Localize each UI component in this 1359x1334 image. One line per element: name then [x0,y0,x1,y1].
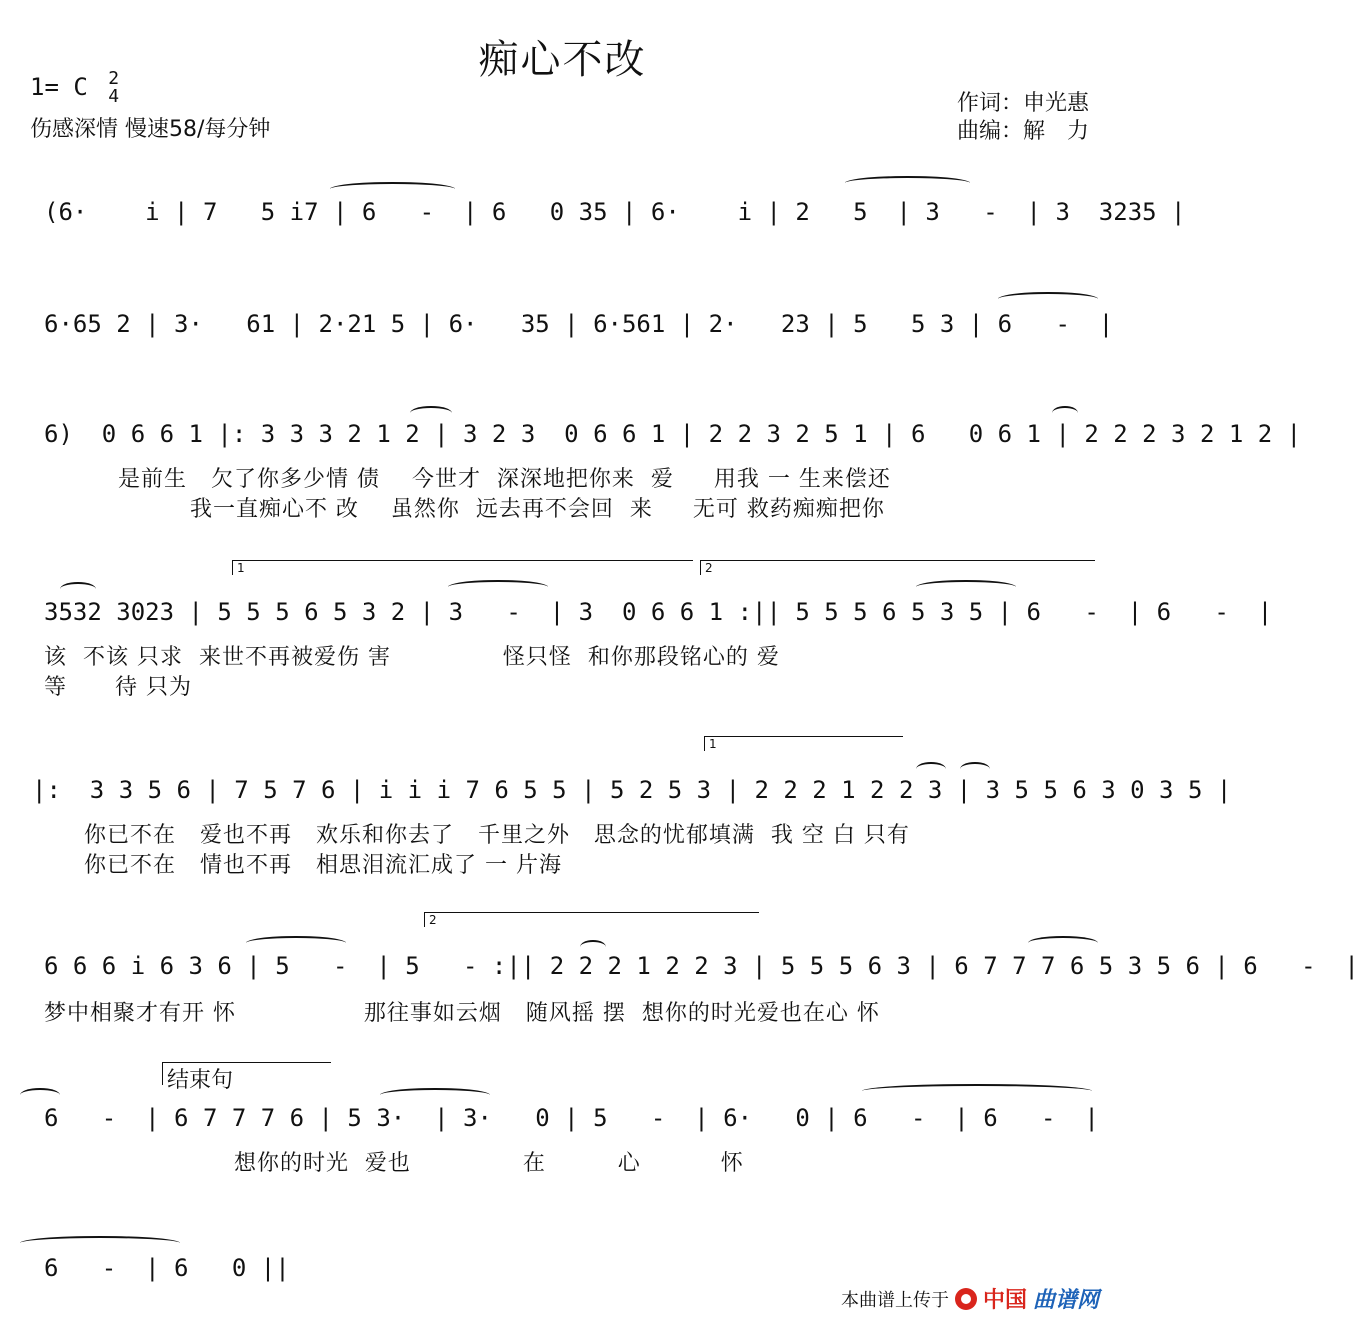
volta-2: 2 [700,560,1095,575]
notation-row-2: 6·65 2 | 3· 61 | 2·21 5 | 6· 35 | 6·561 | 2· 23 | 5 5 3 | 6 - | [44,310,1114,338]
lyric-line-2: 等 待 只为 [44,675,192,700]
upload-text: 本曲谱上传于 [840,1289,949,1311]
notation-row-1: (6· i | 7 5 i7 | 6 - | 6 0 35 | 6· i | 2 5 | 3 - | 3 3235 | [44,198,1186,226]
page-title: 痴心不改 [478,37,647,83]
site-logo-icon [955,1288,977,1310]
notation-row-5: |: 3 3 5 6 | 7 5 7 6 | i i i 7 6 5 5 | 5 2 5 3 | 2 2 2 1 2 2 3 | 3 5 5 6 3 0 3 5 | [32,776,1232,804]
tie-mark [580,940,606,954]
tie-mark [246,936,346,950]
tie-mark [60,582,96,596]
logo-text-site: 曲谱网 [1032,1288,1099,1313]
volta-1: 1 [704,736,903,751]
tie-mark [448,580,548,594]
notation-row-7: 6 - | 6 7 7 7 6 | 5 3· | 3· 0 | 5 - | 6· 0 | 6 - | 6 - | [44,1104,1099,1132]
lyricist-credit: 作词：申光惠 [956,91,1089,116]
tie-mark [380,1088,490,1102]
footer-watermark [841,1283,1099,1314]
logo-text-cn: 中国 [982,1287,1027,1313]
volta-2: 2 [424,912,759,927]
key-signature [30,70,119,106]
tie-mark [845,176,970,190]
lyric-line-1: 是前生 欠了你多少情 债 今世才 深深地把你来 爱 用我 一 生来偿还 [118,467,891,492]
tie-mark [916,762,946,776]
tie-mark [916,580,1016,594]
notation-row-4: 3532 3023 | 5 5 5 6 5 3 2 | 3 - | 3 0 6 6 1 :|| 5 5 5 6 5 3 5 | 6 - | 6 - | [44,598,1273,626]
volta-1: 1 [232,560,693,575]
notation-row-6: 6 6 6 i 6 3 6 | 5 - | 5 - :|| 2 2 2 1 2 2 3 | 5 5 5 6 3 | 6 7 7 7 6 5 3 5 6 | 6 - | [44,952,1359,980]
tie-mark [998,292,1098,306]
key-label: 1= C [30,73,88,101]
composer-credit: 曲编：解 力 [956,119,1089,144]
time-denominator: 4 [108,86,120,107]
tie-mark [20,1088,60,1102]
lyric-line-1: 你已不在 爱也不再 欢乐和你去了 千里之外 思念的忧郁填满 我 空 白 只有 [84,823,910,848]
time-numerator: 2 [108,68,120,89]
volta-ending [162,1062,331,1093]
notation-row-8: 6 - | 6 0 || [44,1254,290,1282]
tie-mark [20,1236,180,1250]
lyric-line-1: 梦中相聚才有开 怀 那往事如云烟 随风摇 摆 想你的时光爱也在心 怀 [44,1001,880,1026]
tie-mark [330,182,455,196]
tie-mark [1052,406,1078,420]
notation-row-3: 6) 0 6 6 1 |: 3 3 3 2 1 2 | 3 2 3 0 6 6 1 | 2 2 3 2 5 1 | 6 0 6 1 | 2 2 2 3 2 1 2 | [44,420,1302,448]
tie-mark [960,762,990,776]
lyric-line-2: 你已不在 情也不再 相思泪流汇成了 一 片海 [84,853,562,878]
tie-mark [1028,936,1098,950]
tie-mark [410,406,452,420]
time-signature [108,70,119,106]
ending-label: 结束句 [167,1068,234,1093]
lyric-line-2: 我一直痴心不 改 虽然你 远去再不会回 来 无可 救药痴痴把你 [118,497,885,522]
lyric-line-1: 该 不该 只求 来世不再被爱伤 害 怪只怪 和你那段铭心的 爱 [44,645,780,670]
lyric-line-1: 想你的时光 爱也 在 心 怀 [170,1151,744,1176]
tie-mark [862,1084,1092,1098]
tempo-marking: 伤感深情 慢速58/每分钟 [30,117,271,142]
